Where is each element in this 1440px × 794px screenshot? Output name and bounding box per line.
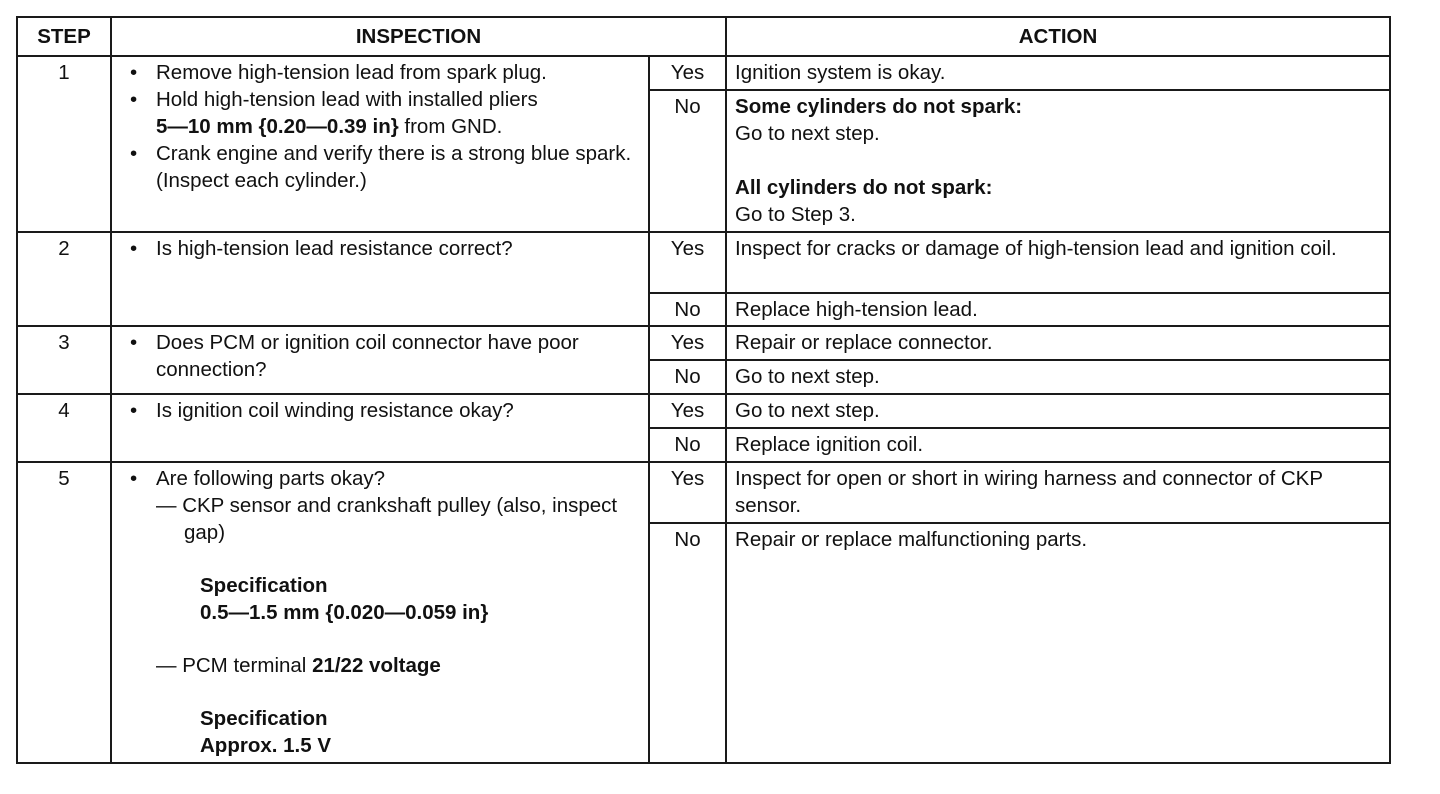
inspection-subitem: — PCM terminal 21/22 voltage xyxy=(156,654,441,677)
step-number: 1 xyxy=(17,56,111,232)
action-heading: Some cylinders do not spark: xyxy=(735,95,1023,118)
header-inspection: INSPECTION xyxy=(111,17,726,56)
no-label: No xyxy=(649,523,726,763)
step-number: 5 xyxy=(17,462,111,763)
step-inspection xyxy=(111,394,649,462)
inspection-item: • Does PCM or ignition coil connector have poor connection? xyxy=(118,329,642,383)
no-action: Go to next step. xyxy=(726,360,1390,394)
action-text: Go to next step. xyxy=(735,122,880,145)
step-number: 4 xyxy=(17,394,111,462)
yes-label: Yes xyxy=(649,56,726,90)
action-text: Go to Step 3. xyxy=(735,203,856,226)
inspection-item: • Hold high-tension lead with installed pliers 5—10 mm {0.20—0.39 in} from GND. xyxy=(118,86,642,140)
inspection-item: • Remove high-tension lead from spark plug. xyxy=(118,59,642,86)
no-action: Replace high-tension lead. xyxy=(726,293,1390,326)
step-inspection xyxy=(111,462,649,763)
inspection-item: • Are following parts okay? — CKP sensor and crankshaft pulley (also, inspect gap) Specification 0.5—1.5 mm {0.020—0.059 in} — PCM terminal 21/22 voltage Specification Approx. 1.5 V xyxy=(118,465,642,759)
no-action: Replace ignition coil. xyxy=(726,428,1390,462)
yes-action: Inspect for cracks or damage of high-tension lead and ignition coil. xyxy=(726,232,1390,293)
inspection-item: • Crank engine and verify there is a strong blue spark. (Inspect each cylinder.) xyxy=(118,140,642,194)
no-action: Repair or replace malfunctioning parts. xyxy=(726,523,1390,763)
step-number: 2 xyxy=(17,232,111,326)
inspection-subitem: — CKP sensor and crankshaft pulley (also, inspect gap) xyxy=(156,494,618,544)
step-5-yes-row xyxy=(17,462,1390,523)
specification-label: Specification xyxy=(200,707,328,730)
step-number: 3 xyxy=(17,326,111,394)
troubleshooting-table xyxy=(16,16,1391,764)
step-4-yes-row xyxy=(17,394,1390,428)
yes-label: Yes xyxy=(649,394,726,428)
step-inspection xyxy=(111,326,649,394)
inspection-item: • Is ignition coil winding resistance okay? xyxy=(118,397,642,424)
inspection-item: • Is high-tension lead resistance correct? xyxy=(118,235,642,262)
yes-action: Inspect for open or short in wiring harness and connector of CKP sensor. xyxy=(726,462,1390,523)
action-heading: All cylinders do not spark: xyxy=(735,176,993,199)
no-label: No xyxy=(649,293,726,326)
header-row xyxy=(17,17,1390,56)
step-3-yes-row xyxy=(17,326,1390,360)
step-1-yes-row xyxy=(17,56,1390,90)
yes-label: Yes xyxy=(649,232,726,293)
step-2-yes-row xyxy=(17,232,1390,293)
yes-label: Yes xyxy=(649,326,726,360)
no-action xyxy=(726,90,1390,232)
step-inspection xyxy=(111,232,649,326)
yes-action: Repair or replace connector. xyxy=(726,326,1390,360)
yes-action: Ignition system is okay. xyxy=(726,56,1390,90)
header-action: ACTION xyxy=(726,17,1390,56)
specification-value: Approx. 1.5 V xyxy=(200,734,332,757)
specification-value: 0.5—1.5 mm {0.020—0.059 in} xyxy=(200,601,489,624)
header-step: STEP xyxy=(17,17,111,56)
yes-action: Go to next step. xyxy=(726,394,1390,428)
specification-label: Specification xyxy=(200,574,328,597)
no-label: No xyxy=(649,428,726,462)
no-label: No xyxy=(649,360,726,394)
yes-label: Yes xyxy=(649,462,726,523)
no-label: No xyxy=(649,90,726,232)
step-inspection xyxy=(111,56,649,232)
